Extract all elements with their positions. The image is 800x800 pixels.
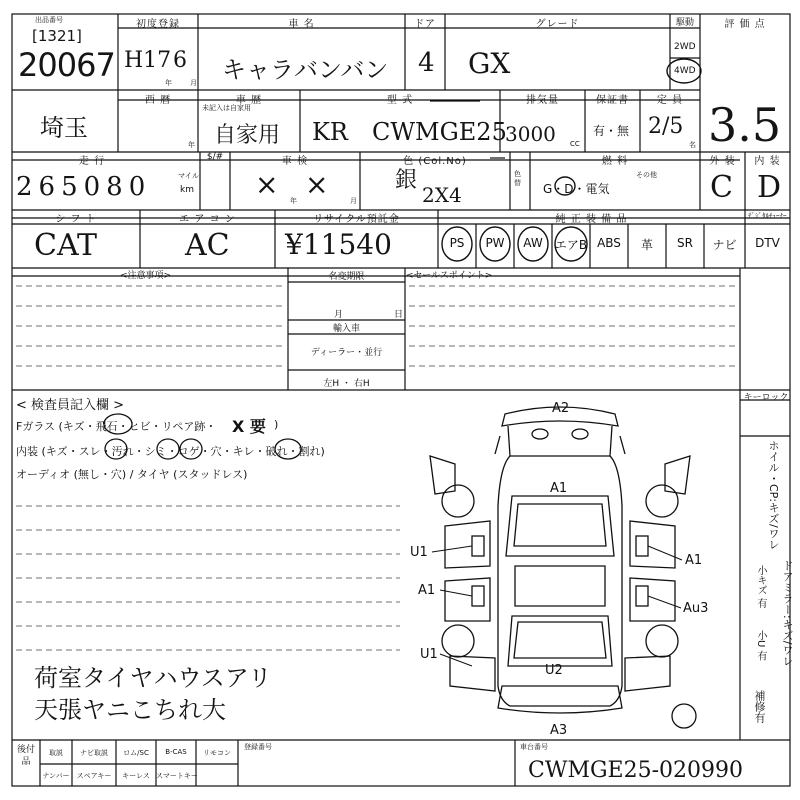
equip-abs: ABS xyxy=(597,236,621,250)
fuel-options: G・D・電気 xyxy=(543,182,610,196)
dealer-label: ディーラー・並行 xyxy=(310,348,383,358)
handle-label: 左H ・ 右H xyxy=(323,379,370,389)
equip-leather: 革 xyxy=(640,238,653,252)
acc-number: ナンバー xyxy=(42,772,70,780)
prefecture: 埼玉 xyxy=(40,114,88,142)
chassis-label: 車台番号 xyxy=(520,743,548,751)
car-damage-diagram xyxy=(400,396,740,740)
mark-left-front: U1 xyxy=(410,545,428,560)
key-lock-label: キーロック xyxy=(743,393,789,403)
exterior-label: 外 装 xyxy=(709,156,736,167)
displacement-value: 3000 xyxy=(505,122,556,146)
inspector-circles xyxy=(100,410,340,464)
model-prefix: KR xyxy=(312,118,348,146)
mark-left-tail: U1 xyxy=(420,647,438,662)
color-code: 2X4 xyxy=(422,183,462,207)
ownership-label: 名変期限 xyxy=(328,272,365,282)
score-label: 評 価 点 xyxy=(724,19,766,30)
equip-dtv: DTV xyxy=(755,236,780,250)
fuel-other-label: その他 xyxy=(636,171,657,179)
year-unit: 年 xyxy=(165,79,172,87)
mileage-unit-mile: マイル xyxy=(178,172,199,180)
doors-value: 4 xyxy=(418,48,435,78)
acc-manual: 取説 xyxy=(49,749,63,757)
equip-airbag: エアB xyxy=(554,238,588,252)
cc-unit: CC xyxy=(570,140,580,148)
mark-left-rear: A1 xyxy=(418,583,436,598)
inspection-month-unit: 月 xyxy=(350,197,357,205)
ownership-month: 月 xyxy=(334,310,344,320)
ownership-day: 日 xyxy=(394,310,404,320)
equipment-label: 純 正 装 備 品 xyxy=(555,214,628,225)
ac-value: AC xyxy=(185,228,230,263)
model-label: 型 式 xyxy=(386,95,414,106)
lot-number: 20067 xyxy=(18,46,115,84)
inspector-interior-line: 内装 (キズ・スレ・汚れ・シミ・コゲ・穴・キレ・破れ・割れ) xyxy=(16,445,325,458)
accessories-label: 後付品 xyxy=(16,745,35,767)
inspection-month: × xyxy=(305,168,329,201)
acc-spare-key: スペアキー xyxy=(76,772,112,780)
drive-4wd: 4WD xyxy=(674,66,696,76)
usage-note: 未記入は自家用 xyxy=(202,104,251,112)
legend-mirror-note: 小U 有 xyxy=(755,630,766,661)
digital-tuner-label: ﾃﾞｼﾞﾀﾙﾁｭｰﾅｰ xyxy=(748,212,787,220)
usage-value: 自家用 xyxy=(214,123,281,148)
equip-ps: PS xyxy=(449,236,465,250)
ac-label: エ ア コ ン xyxy=(179,214,236,225)
inspection-year-unit: 年 xyxy=(290,197,297,205)
fuel-label: 燃 料 xyxy=(601,156,629,167)
inspector-glass-close: ) xyxy=(274,418,279,431)
inspector-glass-line: Fガラス (キズ・飛石・ヒビ・リペア跡・ xyxy=(16,420,217,433)
acc-keyless: キーレス xyxy=(122,772,150,780)
grade-label: グレード xyxy=(535,19,580,30)
shift-value: CAT xyxy=(34,228,97,263)
inspection-label: 車 検 xyxy=(281,156,309,167)
acc-navi-manual: ナビ取説 xyxy=(80,749,108,757)
drive-2wd: 2WD xyxy=(674,42,696,52)
equip-aw: AW xyxy=(523,236,543,250)
acc-remote: リモコン xyxy=(203,749,231,757)
handwritten-note-1: 荷室タイヤハウスアリ xyxy=(34,664,272,692)
mark-hood: A1 xyxy=(550,481,568,496)
exterior-value: C xyxy=(710,170,733,205)
warranty-options: 有・無 xyxy=(593,124,630,138)
mark-front: A2 xyxy=(552,401,570,416)
inspector-audio-line: オーディオ (無し・穴) / タイヤ (スタッドレス) xyxy=(16,468,248,481)
acc-smart-key: スマートキー xyxy=(156,772,198,780)
usage-label: 車 歴 xyxy=(235,95,263,106)
color-label: 色 (Col.No) xyxy=(403,156,467,167)
equip-sr: SR xyxy=(677,236,693,250)
drive-label: 駆動 xyxy=(675,18,694,28)
acc-rom: ロム/SC xyxy=(123,749,149,757)
sales-point-label: <セールスポイント> xyxy=(406,271,493,281)
inspector-title: < 検査員記入欄 > xyxy=(16,398,125,413)
displacement-label: 排気量 xyxy=(526,95,559,106)
mark-right-rear: Au3 xyxy=(683,601,709,616)
caution-label: <注意事項> xyxy=(120,271,172,281)
model-value: CWMGE25 xyxy=(372,118,507,146)
mileage-value: 265080 xyxy=(16,172,152,202)
capacity-value: 2/5 xyxy=(648,114,684,139)
era-year-unit: 年 xyxy=(188,141,195,149)
import-label: 輸入車 xyxy=(332,324,360,334)
car-name: キャラバンバン xyxy=(222,56,389,84)
chassis-number: CWMGE25-020990 xyxy=(528,758,744,783)
person-unit: 名 xyxy=(689,141,696,149)
shift-label: シ フ ト xyxy=(55,214,97,225)
fuel-d-circle xyxy=(552,175,578,197)
grade-value: GX xyxy=(468,47,511,80)
interior-value: D xyxy=(757,170,782,205)
first-reg-year: H17 xyxy=(124,48,172,73)
legend-wheel: ホイル・CP:キズ/ワレ xyxy=(767,440,780,550)
car-name-label: 車 名 xyxy=(288,19,315,30)
acc-bcas: B-CAS xyxy=(165,748,187,756)
interior-label: 内 装 xyxy=(754,156,781,167)
mark-rear-panel: U2 xyxy=(545,663,563,678)
inspection-year: × xyxy=(255,168,279,201)
drive-4wd-circle xyxy=(664,56,704,86)
mileage-label: 走 行 xyxy=(78,156,106,167)
lot-code: [1321] xyxy=(32,27,82,45)
color-main: 銀 xyxy=(395,168,418,193)
inspector-glass-x: X 要 xyxy=(232,417,266,436)
doors-label: ドア xyxy=(414,19,436,30)
month-unit: 月 xyxy=(190,79,197,87)
mileage-unit-km: km xyxy=(180,185,194,195)
first-reg-label: 初度登録 xyxy=(136,19,180,30)
equip-navi: ナビ xyxy=(712,238,737,252)
equip-pw: PW xyxy=(485,236,505,250)
handwritten-note-2: 天張ヤニこちれ大 xyxy=(34,696,226,724)
reg-number-label: 登録番号 xyxy=(244,743,272,751)
legend-mirror: ドアミラー:キズ/ワレ xyxy=(781,560,794,667)
legend-repair: 補修有 xyxy=(753,690,766,723)
mark-rear: A3 xyxy=(550,723,568,738)
meter-label: $/# xyxy=(206,152,224,162)
equipment-circles xyxy=(436,222,596,268)
warranty-label: 保証書 xyxy=(596,95,629,106)
color-change-label: 色替 xyxy=(514,170,521,187)
mark-right-front: A1 xyxy=(685,553,703,568)
era-label: 西 暦 xyxy=(144,95,172,106)
capacity-label: 定 員 xyxy=(656,95,684,106)
lot-header-label: 出品番号 xyxy=(35,16,63,24)
score-value: 3.5 xyxy=(708,98,782,152)
first-reg-month: 6 xyxy=(173,48,187,73)
recycle-label: リサイクル預託金 xyxy=(313,214,400,225)
recycle-value: ¥11540 xyxy=(285,228,392,261)
legend-wheel-note: 小キズ 有 xyxy=(755,565,766,609)
